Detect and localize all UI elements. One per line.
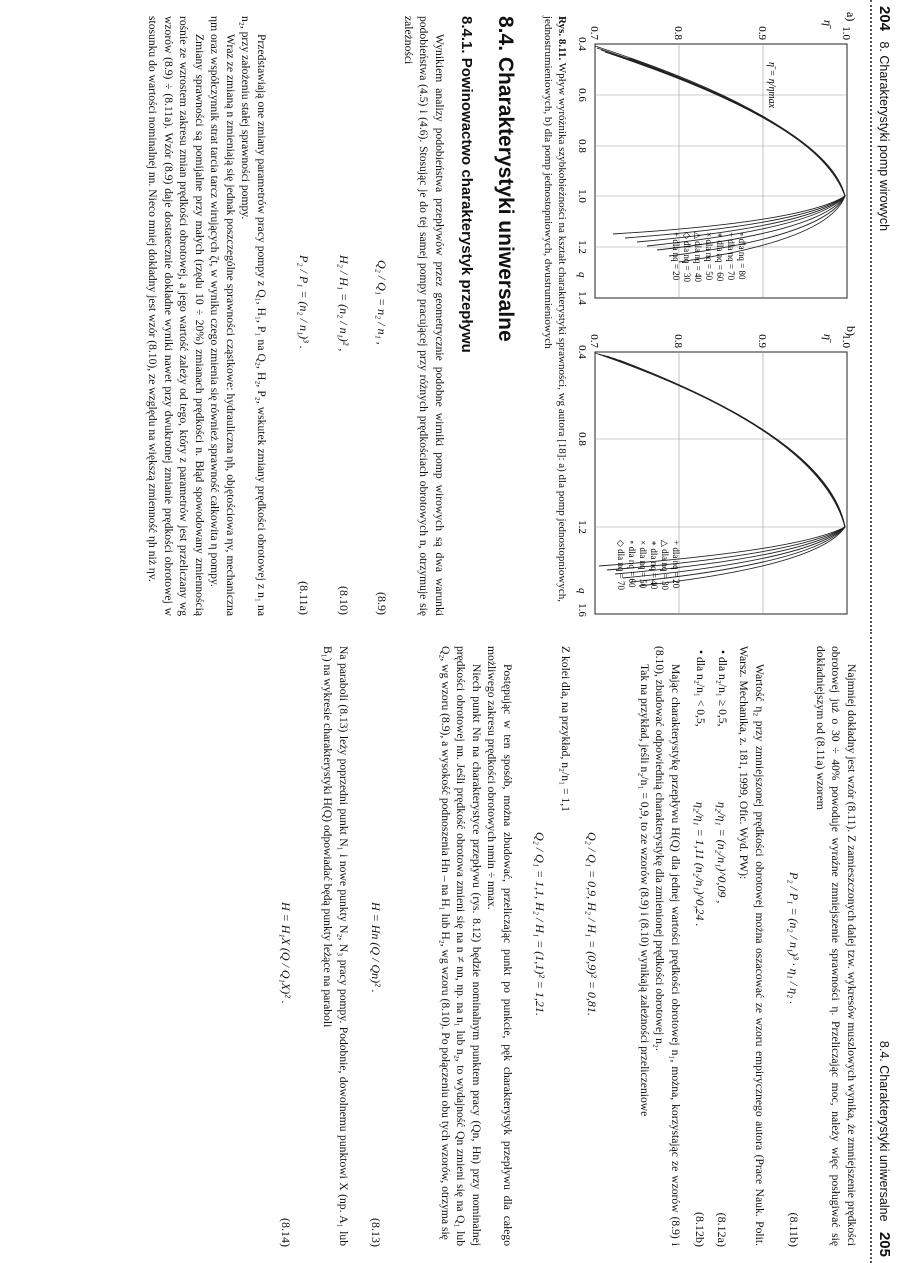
para-parabola (320, 646, 351, 1246)
paragraph: Postępując w ten sposób, można zbudować, przeliczając punkt po punkcie, pęk charakterystyk przepływu dla całego możliwego zakresu prędkości obrotowych nmin ÷ nmax. (485, 646, 514, 1246)
bullet-1: • dla n₂/n₁ ≥ 0,5, (716, 650, 729, 727)
paragraph: Najmniej dokładny jest wzór (8.11). Z zamieszczonych dalej tzw. wykresów muszlowych wynika, że zmniejszenie prędkości obrotowej już o 30 ÷ 40% powoduje wyraźne zmniejszenie sprawności η. Przeliczając moc, należy więc posługiwać się dokładniejszym od (8.11a) wzorem (814, 646, 858, 1246)
equation-number: (8.12a) (715, 1212, 729, 1247)
running-header: 8.4. Charakterystyki uniwersalne (877, 1040, 891, 1222)
para-accuracy (813, 646, 860, 1246)
legend-entry: + dla nq = 20 (671, 540, 681, 589)
legend-entry: ∗ dla nq = 60 (715, 232, 725, 282)
y-axis-symbol-b: η̄ (821, 334, 835, 340)
para-empirical (736, 646, 767, 1246)
para-analysis (401, 16, 448, 616)
y-tick: 1.0 (840, 334, 852, 348)
x-ticks-b (576, 345, 588, 617)
y-tick: 0.7 (588, 334, 600, 348)
x-tick: 1.6 (576, 603, 588, 617)
equation-8-11a: P₂ / P₁ = (n₂ / n₁)³ . (297, 255, 311, 349)
x-axis-symbol-a: q (576, 272, 588, 278)
equation-8-14: H = H₁X (Q / Q₁X)² . (279, 902, 293, 1004)
equation-8-10: H₂ / H₁ = (n₂ / n₁)² , (337, 255, 351, 352)
legend-entry: + dla nq = 70 (726, 232, 736, 281)
page-number: 205 (876, 1231, 893, 1257)
legend-entry: △ dla nq = 40 (693, 232, 703, 282)
x-tick: 1.0 (576, 189, 588, 203)
equation-8-11b: P₂ / P₁ = (n₂ / n₁)³ · η₁ / η₂ . (787, 872, 801, 1005)
y-tick: 0.7 (588, 26, 600, 40)
y-ticks-b (588, 334, 852, 348)
x-tick: 1.4 (576, 291, 588, 305)
x-tick: 0.8 (576, 139, 588, 153)
body-text-left (145, 16, 269, 616)
figure-8-11 (569, 0, 869, 631)
x-tick: 1.2 (576, 520, 588, 534)
paragraph: Niech punkt Nn na charakterystyce przepływu (rys. 8.12) będzie nominalnym punktem pracy (Qn, Hn) przy nominalnej prędkości obrotowej nn. Jeśli prędkość obrotowa zmieni się na n ≠ nn, np. na n₁ lub n₂, to wydajność Qn zmieni się na Q₁ lub Q₂, wg wzoru (8.9), a wysokość podnoszenia Hn – na H₁ lub H₂, wg wzoru (8.10). Po połączeniu obu tych wzorów, otrzyma się (439, 646, 483, 1246)
efficiency-curves-a (595, 46, 845, 262)
x-axis-symbol-b: q (576, 588, 588, 594)
legend-entry: + dla nq = 20 (671, 232, 681, 281)
legend-entry: ∘ dla nq = 60 (627, 540, 637, 588)
equation-8-13: H = Hn (Q / Qn)² . (369, 902, 383, 993)
y-tick: 0.9 (756, 334, 768, 348)
calc-example-1: Q₂ / Q₁ = 0,9, H₂ / H₁ = (0,9)² = 0,81. (585, 832, 599, 1016)
y-tick: 0.8 (672, 26, 684, 40)
legend-entry: ◇ dla nq = 70 (616, 540, 626, 590)
equation-8-12b: η₂/η₁ = 1,11 (n₂/n₁)^0,24 . (693, 802, 707, 927)
y-ticks-a (588, 26, 852, 40)
bullet-condition: dla n₂/n₁ < 0,5, (694, 656, 707, 727)
equation-number: (8.10) (337, 586, 351, 615)
x-tick: 1.2 (576, 240, 588, 254)
subsection-title: 8.4.1. Powinowactwo charakterystyk przepływu (458, 16, 475, 353)
equation-8-12a: η₂/η₁ = (n₂/n₁)^0,09 , (715, 802, 729, 904)
left-header (876, 6, 893, 231)
equation-number: (8.14) (279, 1218, 293, 1247)
running-header: 8. Charakterystyki pomp wirowych (877, 41, 891, 232)
paragraph: Tak na przykład, jeśli n₂/n₁ = 0,9, to ze wzorów (8.9) i (8.10) wynikają zależności przeliczeniowe (638, 664, 651, 1117)
y-axis-symbol-a: η̄ (821, 20, 835, 26)
header-rule (870, 0, 872, 631)
legend-a (671, 232, 747, 282)
equation-number: (8.13) (369, 1218, 383, 1247)
caption-text: Wpływ wyróżnika szybkobieżności na kształt charakterystyki sprawności, wg autora [18]: a) dla pomp jednostopniowych, jednostrumieniowych, b) dla pomp jednostopniowych, dwustrumieniowych (542, 16, 568, 602)
para-construction (637, 646, 684, 1246)
paragraph: Z kolei dla, na przykład, n₂/n₁ = 1,1 (559, 646, 572, 812)
equation-number: (8.11a) (297, 581, 311, 615)
x-tick: 0.6 (576, 88, 588, 102)
body-text-right (438, 646, 516, 1246)
paragraph: Zmiany sprawności są pomijalne przy małych (rzędu 10 ÷ 20%) zmianach prędkości n. Błąd spowodowany zmiennością rośnie ze wzrostem zakresu zmian prędkości obrotowej, a jego wartość zależy od tego, który z parametrów jest przeliczany wg wzorów (8.9) ÷ (8.11a). Wzór (8.9) daje dostatecznie dokładne wyniki nawet przy dwukrotnej zmianie prędkości obrotowej w stosunku do wartości nominalnej nn. Nieco mniej dokładny jest wzór (8.10), ze względu na większą zmienność ηh niż ηv. (146, 16, 206, 616)
paragraph: Wynikiem analizy podobieństwa przepływów przez geometrycznie podobne wirniki pomp wirowych są dwa warunki podobieństwa (4.5) i (4.6). Stosując je do tej samej pompy pracującej przy różnych prędkościach obrotowych n, otrzymuje się zależności (402, 16, 446, 616)
caption-label: Rys. 8.11. (556, 16, 568, 61)
x-tick: 0.4 (576, 37, 588, 51)
y-tick: 1.0 (840, 26, 852, 40)
paragraph: Mając charakterystykę przepływu H(Q) dla jednej wartości prędkości obrotowej n₁, można, korzystając ze wzorów (8.9) i (8.10), zbudować odpowiednią charakterystykę dla zmienionej prędkości obrotowej n₂. (653, 646, 682, 1246)
equation-8-9: Q₂ / Q₁ = n₂ / n₁ , (375, 260, 389, 345)
equation-number: (8.12b) (693, 1212, 707, 1247)
panel-a-label: a) (844, 12, 858, 22)
right-page (0, 632, 899, 1263)
legend-entry: × dla nq = 50 (638, 540, 648, 589)
section-title: 8.4. Charakterystyki uniwersalne (494, 16, 517, 342)
equation-number: (8.9) (375, 592, 389, 615)
header-rule (870, 632, 872, 1263)
x-tick: 0.4 (576, 345, 588, 359)
y-tick: 0.9 (756, 26, 768, 40)
paragraph: Na paraboli (8.13) leży poprzedni punkt N₁ i nowe punkty N₂, N₃ pracy pompy. Podobnie, dowolnemu punktowi X (np. A₁ lub B₁) na wykresie charakterystyki H(Q) odpowiadać będą punkty leżące na paraboli (321, 646, 350, 1246)
legend-entry: ∗ dla nq = 40 (649, 540, 659, 590)
figure-caption (541, 16, 569, 616)
calc-example-2: Q₂ / Q₁ = 1,1, H₂ / H₁ = (1,1)² = 1,21. (533, 832, 547, 1016)
x-ticks-a (576, 37, 588, 305)
x-tick: 0.8 (576, 432, 588, 446)
legend-entry: ◇ dla nq = 30 (682, 232, 692, 282)
left-page (0, 0, 899, 631)
legend-entry: △ dla nq = 30 (660, 540, 670, 590)
equation-number: (8.11b) (787, 1212, 801, 1247)
y-tick: 0.8 (672, 334, 684, 348)
right-header (876, 1041, 893, 1257)
formula-label: η̄ = η/ηmax (766, 62, 777, 109)
bullet-condition: dla n₂/n₁ ≥ 0,5, (716, 656, 729, 727)
paragraph: Przedstawiają one zmiany parametrów pracy pompy z Q₁, H₁, P₁ na Q₂, H₂, P₂, wskutek zmiany prędkości obrotowej z n₁ na n₂, przy założeniu stałej sprawności pompy. (239, 16, 268, 616)
legend-entry: ∘ dla nq = 80 (737, 232, 747, 280)
para-example-2 (558, 646, 574, 1246)
legend-entry: × dla nq = 50 (704, 232, 714, 281)
paragraph: Wraz ze zmianą n zmieniają się jednak poszczególne sprawności cząstkowe: hydrauliczna ηh, objętościowa ηv, mechaniczna ηm oraz współczynnik strat tarcia tarcz wirujących ζt, w wyniku czego zmienia się również sprawność całkowita η pompy. (208, 16, 237, 616)
paragraph: Wartość η₂ przy zmniejszonej prędkości obrotowej można oszacować ze wzoru empirycznego autora (Prace Nauk. Polit. Warsz. Mechanika, z. 181, 1999, Ofic. Wyd. PW): (737, 646, 766, 1246)
page-number: 204 (876, 6, 893, 32)
panel-b-label: b) (844, 326, 858, 336)
bullet-2: • dla n₂/n₁ < 0,5, (694, 650, 707, 727)
legend-b (616, 540, 681, 590)
